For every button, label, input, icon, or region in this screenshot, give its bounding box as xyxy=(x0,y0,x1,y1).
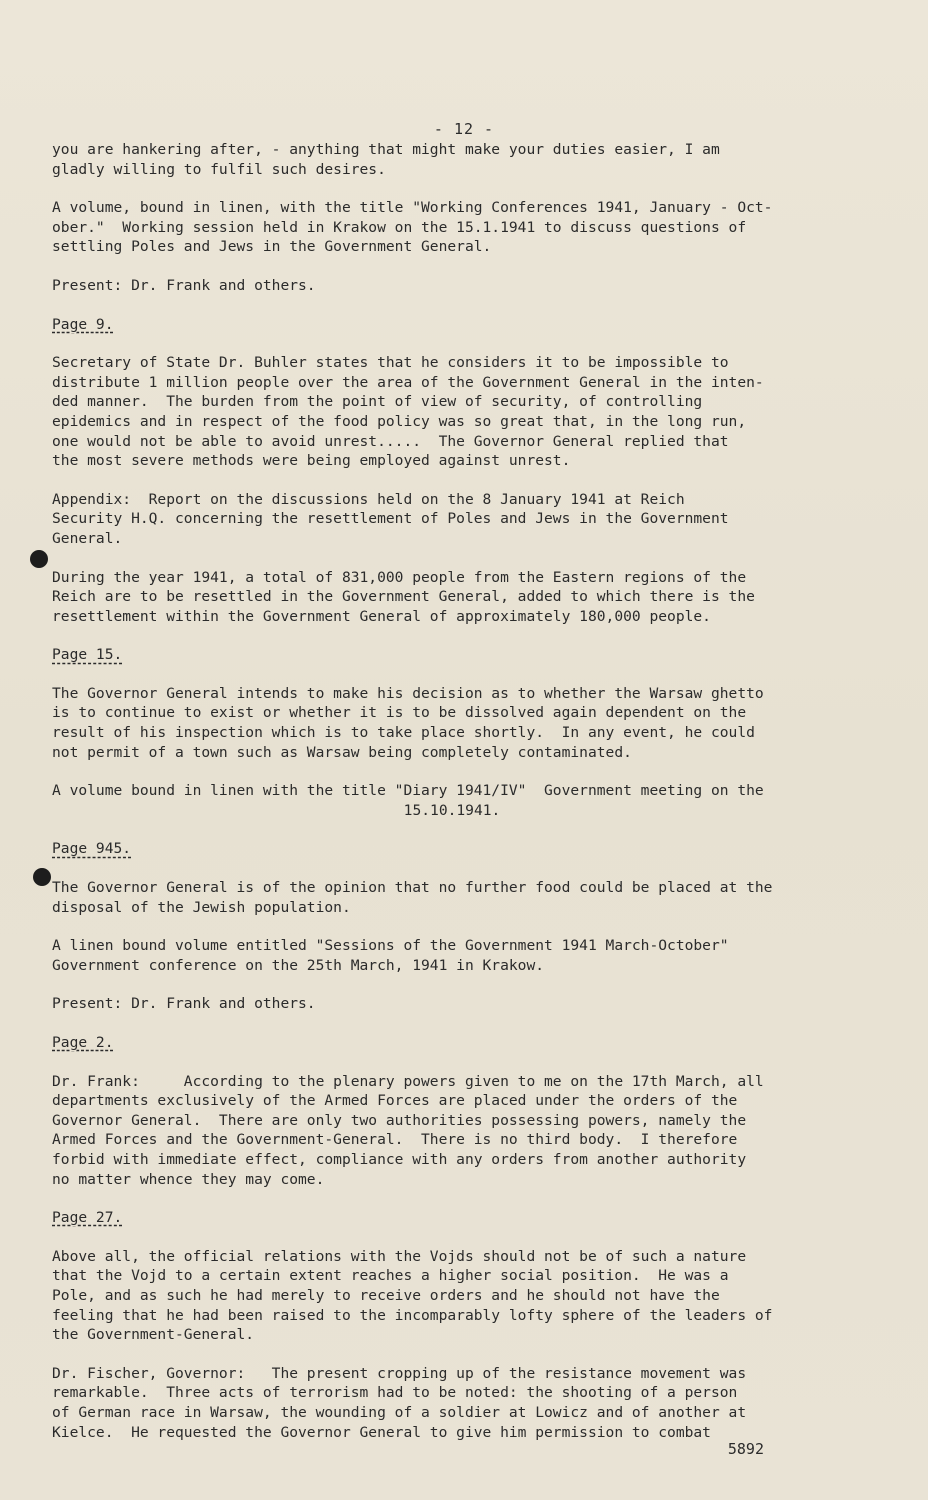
heading-page-27: Page 27. xyxy=(52,1209,123,1227)
heading-page-9: Page 9. xyxy=(52,315,114,333)
paragraph-dr-fischer: Dr. Fischer, Governor: The present cropping up of the resistance movement was remarkable. Three acts of terrorism had to be noted: the shooting of a person of German race in Warsaw, the wounding of a soldier at Lowicz and of another at Kielce. He requested the Governor General to give him permission to combat xyxy=(52,1364,747,1441)
paragraph-diary-volume: A volume bound in linen with the title "Diary 1941/IV" Government meeting on the xyxy=(52,782,764,800)
punch-hole-mark xyxy=(33,868,51,886)
paragraph-intro: you are hankering after, - anything that might make your duties easier, I am gladly willing to fulfil such desires. xyxy=(52,141,720,178)
paragraph-resettlement: During the year 1941, a total of 831,000 people from the Eastern regions of the Reich are to be resettled in the Government General, added to which there is the resettlement within the Government General of approximately 180,000 people. xyxy=(52,568,755,625)
paragraph-diary-date: 15.10.1941. xyxy=(403,801,501,819)
paragraph-present-2: Present: Dr. Frank and others. xyxy=(52,995,316,1013)
paragraph-appendix: Appendix: Report on the discussions held on the 8 January 1941 at Reich Security H.Q. concerning the resettlement of Poles and Jews in the Government General. xyxy=(52,490,729,547)
document-body xyxy=(52,140,852,1461)
paragraph-present-1: Present: Dr. Frank and others. xyxy=(52,276,316,294)
footer-page-number: 5892 xyxy=(727,1440,764,1458)
heading-page-2: Page 2. xyxy=(52,1034,114,1051)
paragraph-food: The Governor General is of the opinion that no further food could be placed at the disposal of the Jewish population. xyxy=(52,879,773,916)
heading-page-945: Page 945. xyxy=(52,840,132,858)
paragraph-dr-frank: Dr. Frank: According to the plenary powers given to me on the 17th March, all departments exclusively of the Armed Forces are placed under the orders of the Governor General. There are only two authorities possessing powers, namely the Armed Forces and the Government-General. There is no third body. I therefore forbid with immediate effect, compliance with any orders from another authority no matter whence they may come. xyxy=(52,1072,764,1188)
punch-hole-mark xyxy=(30,550,48,568)
paragraph-volume-working-conferences: A volume, bound in linen, with the title "Working Conferences 1941, January - Oct- ober." Working session held in Krakow on the 15.1.1941 to discuss questions of settling Poles and Jews in the Government General. xyxy=(52,199,773,256)
heading-page-15: Page 15. xyxy=(52,646,123,664)
paragraph-sessions-volume: A linen bound volume entitled "Sessions of the Government 1941 March-October" Government conference on the 25th March, 1941 in Krakow. xyxy=(52,937,729,974)
page-number: - 12 - xyxy=(433,120,495,138)
paragraph-warsaw-ghetto: The Governor General intends to make his decision as to whether the Warsaw ghetto is to continue to exist or whether it is to be dissolved again dependent on the result of his inspection which is to take place shortly. In any event, he could not permit of a town such as Warsaw being completely contaminated. xyxy=(52,684,764,761)
paragraph-buhler: Secretary of State Dr. Buhler states that he considers it to be impossible to distribute 1 million people over the area of the Government General in the inten- ded manner. The burden from the point of view of security, of controlling epidemics and in respect of the food policy was so great that, in the long run, one would not be able to avoid unrest..... The Governor General replied that the most severe methods were being employed against unrest. xyxy=(52,354,764,470)
paragraph-vojds: Above all, the official relations with the Vojds should not be of such a nature that the Vojd to a certain extent reaches a higher social position. He was a Pole, and as such he had merely to receive orders and he should not have the feeling that he had been raised to the incomparably lofty sphere of the leaders of the Government-General. xyxy=(52,1247,773,1344)
